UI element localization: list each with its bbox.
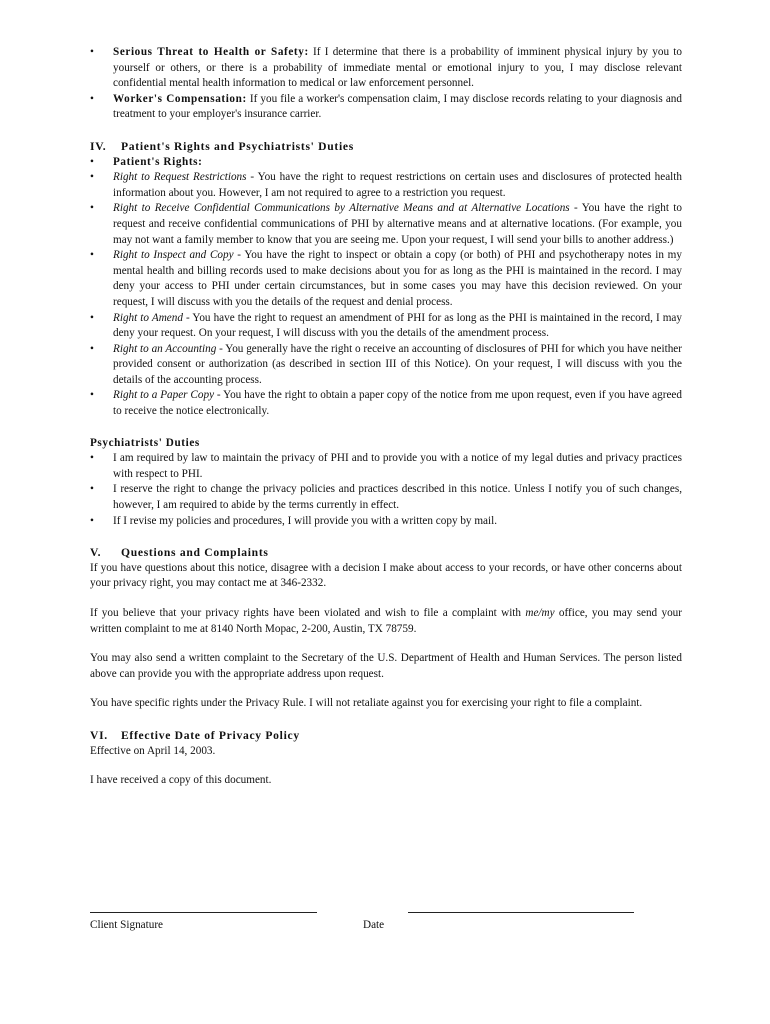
bullet-glyph: •: [90, 389, 94, 402]
bullet-glyph: •: [90, 342, 94, 355]
list-item: [90, 201, 682, 248]
effective-date: Effective on April 14, 2003.: [90, 744, 216, 757]
paragraph-complaint: [90, 606, 682, 637]
section-4-heading: [90, 139, 682, 155]
right-lead: Right to an Accounting: [113, 342, 217, 355]
duty-text: I reserve the right to change the privacy policies and practices described in this notice. Unless I notify you of such changes, however, I am required to abide by the terms currently in effect.: [113, 483, 682, 512]
right-lead: Right to Request Restrictions: [113, 171, 247, 184]
complaint-text-start: If you believe that your privacy rights have been violated and wish to file a complaint with: [90, 607, 526, 619]
bullet-glyph: •: [90, 452, 94, 465]
section-6-heading: [90, 728, 682, 744]
section-title: Patient's Rights and Psychiatrists' Duties: [121, 139, 354, 153]
bullet-lead: Worker's Compensation:: [113, 92, 247, 105]
section-title: Questions and Complaints: [121, 546, 269, 560]
bullet-glyph: •: [90, 155, 94, 168]
list-item: [90, 170, 682, 201]
right-lead: Right to Amend: [113, 311, 183, 324]
patient-rights-list: [90, 155, 682, 420]
list-item: [90, 342, 682, 389]
date-line[interactable]: [408, 912, 634, 913]
bullet-glyph: •: [90, 171, 94, 184]
psychiatrists-duties-heading: Psychiatrists' Duties: [90, 436, 200, 449]
bullet-glyph: •: [90, 92, 94, 105]
right-text: - You have the right to inspect or obtain a copy (or both) of PHI and psychotherapy notes in my mental health and billing records used to make decisions about you for as long as the PHI is maintained in the record. I may deny your access to PHI under certain circumstances, but in some cases you may have this decision reviewed. On your request, I will discuss with you the details of the request and denial process.: [113, 249, 682, 308]
duties-list: [90, 451, 682, 529]
bullet-text: If I determine that there is a probability of imminent physical injury by you to yourself or others, or there is a probability of immediate mental or emotional injury to you, I may disclose relevant confidential mental health information to medical or law enforcement personnel.: [113, 46, 683, 90]
bullet-glyph: •: [90, 46, 94, 58]
bullet-glyph: •: [90, 483, 94, 496]
bullet-glyph: •: [90, 514, 94, 527]
paragraph-secretary: You may also send a written complaint to the Secretary of the U.S. Department of Health and Human Services. The person listed above can provide you with the appropriate address upon request.: [90, 652, 682, 680]
list-item: [90, 482, 682, 513]
bullet-glyph: •: [90, 249, 94, 262]
list-item: [90, 92, 682, 123]
list-item: [90, 514, 682, 530]
client-signature-line[interactable]: [90, 912, 317, 913]
right-lead: Right to Inspect and Copy: [113, 249, 234, 262]
list-item: [90, 45, 682, 92]
client-signature-label: Client Signature: [90, 919, 164, 931]
list-item: [90, 248, 682, 310]
section-number: VI.: [90, 728, 108, 742]
duty-text: If I revise my policies and procedures, I will provide you with a written copy by mail.: [113, 514, 498, 527]
right-text: - You have the right to request restrictions on certain uses and disclosures of protected health information about you. However, I am not required to agree to a restriction you request.: [113, 171, 682, 199]
right-lead: Right to Receive Confidential Communications by Alternative Means and at Alternative Locations: [113, 202, 570, 215]
duty-text: I am required by law to maintain the privacy of PHI and to provide you with a notice of my legal duties and privacy practices with respect to PHI.: [113, 452, 682, 480]
complaint-italic: me/my: [525, 607, 555, 619]
date-label: Date: [363, 919, 385, 931]
section-number: IV.: [90, 139, 107, 153]
right-text: - You generally have the right o receive an accounting of disclosures of PHI for which you have neither provided consent or authorization (as described in section III of this Notice). On your request, I will discuss with you the details of the accounting process.: [113, 342, 682, 386]
complaint-text-end: office, you may send your written complaint to me at 8140 North Mopac, 2-200, Austin, TX 78759.: [90, 607, 682, 635]
section-title: Effective Date of Privacy Policy: [121, 728, 300, 742]
right-text: - You have the right to obtain a paper copy of the notice from me upon request, even if you have agreed to receive the notice electronically.: [113, 389, 682, 418]
right-lead: Right to a Paper Copy: [113, 389, 215, 402]
bullet-lead: Serious Threat to Health or Safety:: [113, 46, 309, 58]
patient-rights-heading: Patient's Rights:: [113, 155, 203, 168]
bullet-text: If you file a worker's compensation claim, I may disclose records relating to your diagnosis and treatment to your employer's insurance carrier.: [113, 92, 682, 121]
right-text: - You have the right to request an amendment of PHI for as long as the PHI is maintained in the record, I may deny your request. On your request, I will discuss with you the details of the amendment process.: [113, 311, 682, 340]
section-5-heading: [90, 545, 682, 561]
list-item: [90, 451, 682, 482]
signature-area: [90, 912, 690, 952]
list-item: [90, 388, 682, 419]
list-item: [90, 311, 682, 342]
section-number: V.: [90, 546, 102, 560]
right-text: - You have the right to request and receive confidential communications of PHI by alternative means and at alternative locations. (For example, you may not want a family member to know that you are seeing me. Upon your request, I will send your bills to another address.): [113, 202, 683, 246]
paragraph-privacy-rule: You have specific rights under the Privacy Rule. I will not retaliate against you for exercising your right to file a complaint.: [90, 697, 643, 710]
paragraph-questions: If you have questions about this notice, disagree with a decision I make about access to your records, or have other concerns about your privacy right, you may contact me at 346-2332.: [90, 561, 682, 590]
received-statement: I have received a copy of this document.: [90, 774, 272, 787]
bullet-glyph: •: [90, 202, 94, 215]
top-bullet-list: [90, 45, 682, 123]
list-item: [90, 155, 682, 171]
bullet-glyph: •: [90, 311, 94, 324]
